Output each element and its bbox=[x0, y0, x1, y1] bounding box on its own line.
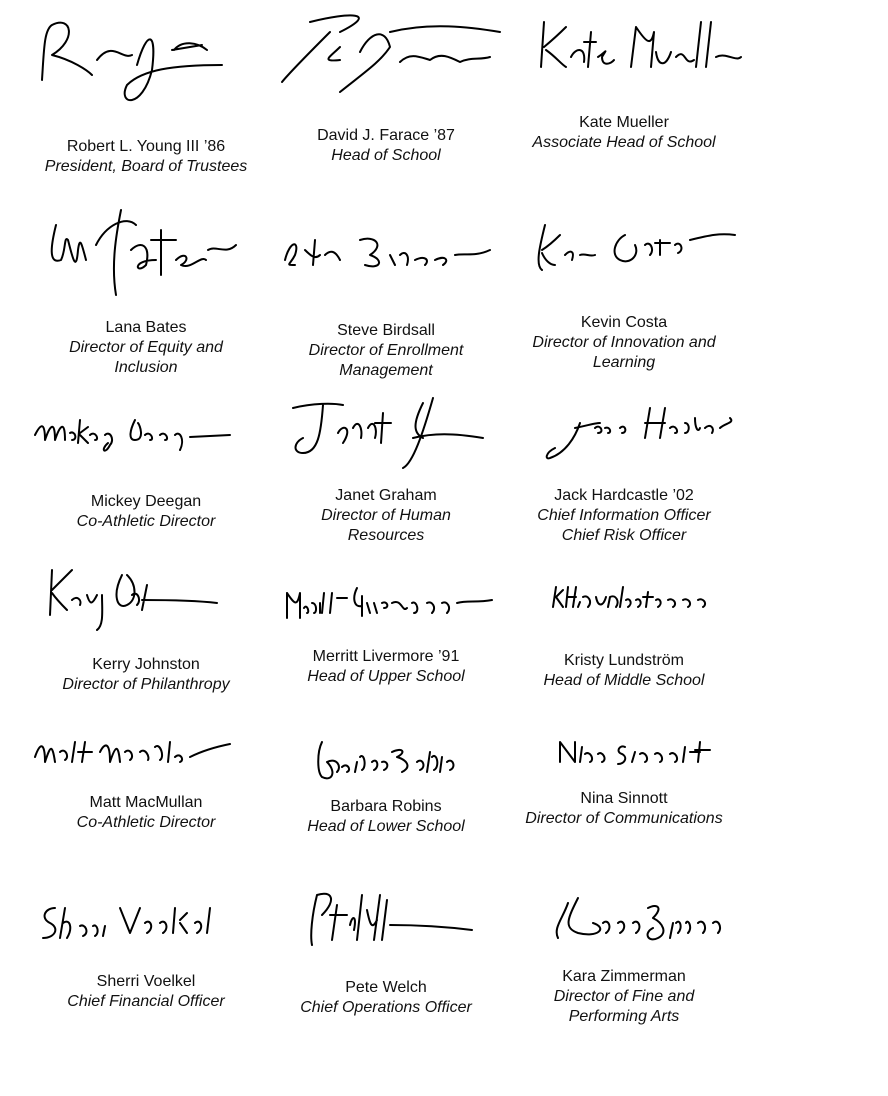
signatory-caption bbox=[16, 655, 276, 695]
signature-stroke bbox=[50, 570, 217, 630]
signature-stroke bbox=[541, 22, 741, 67]
signatory-title: Learning bbox=[592, 354, 656, 371]
signatory-name: Kevin Costa bbox=[580, 314, 668, 331]
signatory-title: Inclusion bbox=[114, 359, 178, 376]
signature-stroke bbox=[553, 587, 705, 607]
signature-image bbox=[550, 732, 720, 772]
signature-image bbox=[548, 888, 720, 956]
signatory-name: Kerry Johnston bbox=[92, 656, 200, 673]
signature-stroke bbox=[287, 588, 492, 618]
signatory-title: Co-Athletic Director bbox=[76, 513, 216, 530]
signatory-caption bbox=[494, 651, 754, 691]
signatory-name: Lana Bates bbox=[105, 319, 187, 336]
signature-stroke bbox=[42, 23, 222, 100]
signatory-caption bbox=[16, 492, 276, 532]
signature-image bbox=[312, 732, 462, 782]
signatory-title: Director of Enrollment bbox=[308, 342, 464, 359]
signature-image bbox=[35, 898, 235, 950]
signatory-caption bbox=[494, 113, 754, 153]
signature-stroke bbox=[282, 15, 500, 92]
signatory-title: Head of Middle School bbox=[543, 672, 705, 689]
signature-image bbox=[42, 565, 222, 625]
signatory-title: Chief Information Officer bbox=[537, 507, 711, 524]
signatory-caption bbox=[494, 313, 754, 373]
signature-image bbox=[536, 12, 746, 82]
signature-image bbox=[270, 12, 500, 94]
signatory-caption bbox=[256, 321, 516, 381]
signatory-caption bbox=[16, 137, 276, 177]
signature-image bbox=[275, 225, 500, 275]
signatory-title: Head of Lower School bbox=[307, 818, 465, 835]
signatory-caption bbox=[494, 789, 754, 829]
signatory-title: Director of Innovation and bbox=[532, 334, 716, 351]
signatory-name: Kate Mueller bbox=[579, 114, 669, 131]
signature-stroke bbox=[285, 239, 490, 267]
signature-image bbox=[36, 205, 236, 300]
signatory-name: Sherri Voelkel bbox=[96, 973, 196, 990]
signature-image bbox=[548, 582, 718, 617]
signature-stroke bbox=[547, 408, 732, 458]
signatory-caption bbox=[494, 967, 754, 1027]
signature-stroke bbox=[43, 908, 210, 938]
signature-stroke bbox=[293, 398, 483, 468]
signatory-name: Barbara Robins bbox=[330, 798, 442, 815]
signatory-title: Co-Athletic Director bbox=[76, 814, 216, 831]
signature-stroke bbox=[52, 210, 236, 295]
signature-stroke bbox=[557, 898, 720, 939]
signatory-name: Kara Zimmerman bbox=[562, 968, 686, 985]
signatory-title: Head of Upper School bbox=[307, 668, 465, 685]
signatory-caption bbox=[256, 978, 516, 1018]
signatory-caption bbox=[494, 486, 754, 546]
signature-image bbox=[283, 393, 498, 473]
signatory-name: Nina Sinnott bbox=[580, 790, 668, 807]
signatory-caption bbox=[16, 793, 276, 833]
signature-stroke bbox=[35, 420, 230, 451]
signatory-name: Mickey Deegan bbox=[90, 493, 202, 510]
signatory-caption bbox=[256, 126, 516, 166]
signature-stroke bbox=[560, 742, 710, 764]
signatory-caption bbox=[16, 972, 276, 1012]
signature-image bbox=[282, 578, 497, 623]
signature-image bbox=[30, 405, 235, 465]
signature-stroke bbox=[539, 225, 735, 270]
signatory-title: Director of Communications bbox=[525, 810, 723, 827]
signatory-title: Chief Risk Officer bbox=[561, 527, 687, 544]
signatory-caption bbox=[256, 486, 516, 546]
signatory-title: Head of School bbox=[331, 147, 441, 164]
signatory-title: Director of Fine and bbox=[553, 988, 695, 1005]
signatory-title: Director of Philanthropy bbox=[62, 676, 230, 693]
signatory-title: Director of Human bbox=[321, 507, 451, 524]
signatory-name: Janet Graham bbox=[335, 487, 437, 504]
signature-stroke bbox=[311, 894, 472, 945]
signatory-title: President, Board of Trustees bbox=[44, 158, 248, 175]
signatory-name: Merritt Livermore ’91 bbox=[312, 648, 460, 665]
signature-image bbox=[32, 10, 240, 110]
signatory-name: Robert L. Young III ’86 bbox=[66, 138, 226, 155]
signature-stroke bbox=[35, 742, 230, 762]
signatory-name: Matt MacMullan bbox=[89, 794, 203, 811]
signatory-title: Performing Arts bbox=[568, 1008, 680, 1025]
signatory-caption bbox=[16, 318, 276, 378]
signature-image bbox=[30, 732, 240, 772]
signatory-title: Associate Head of School bbox=[532, 134, 716, 151]
signatory-caption bbox=[256, 647, 516, 687]
signatory-name: Jack Hardcastle ’02 bbox=[554, 487, 694, 504]
signatory-title: Director of Equity and bbox=[69, 339, 223, 356]
signatory-title: Chief Financial Officer bbox=[67, 993, 225, 1010]
signatory-name: Steve Birdsall bbox=[337, 322, 435, 339]
signature-image bbox=[530, 215, 740, 285]
signatory-title: Chief Operations Officer bbox=[300, 999, 472, 1016]
signatory-title: Resources bbox=[347, 527, 425, 544]
signatory-name: David J. Farace ’87 bbox=[317, 127, 455, 144]
signatory-caption bbox=[256, 797, 516, 837]
signature-image bbox=[540, 398, 735, 473]
signatory-name: Kristy Lundström bbox=[563, 652, 685, 669]
signature-stroke bbox=[318, 742, 453, 778]
signatory-title: Management bbox=[339, 362, 433, 379]
signature-image bbox=[302, 885, 480, 960]
signatory-name: Pete Welch bbox=[345, 979, 427, 996]
